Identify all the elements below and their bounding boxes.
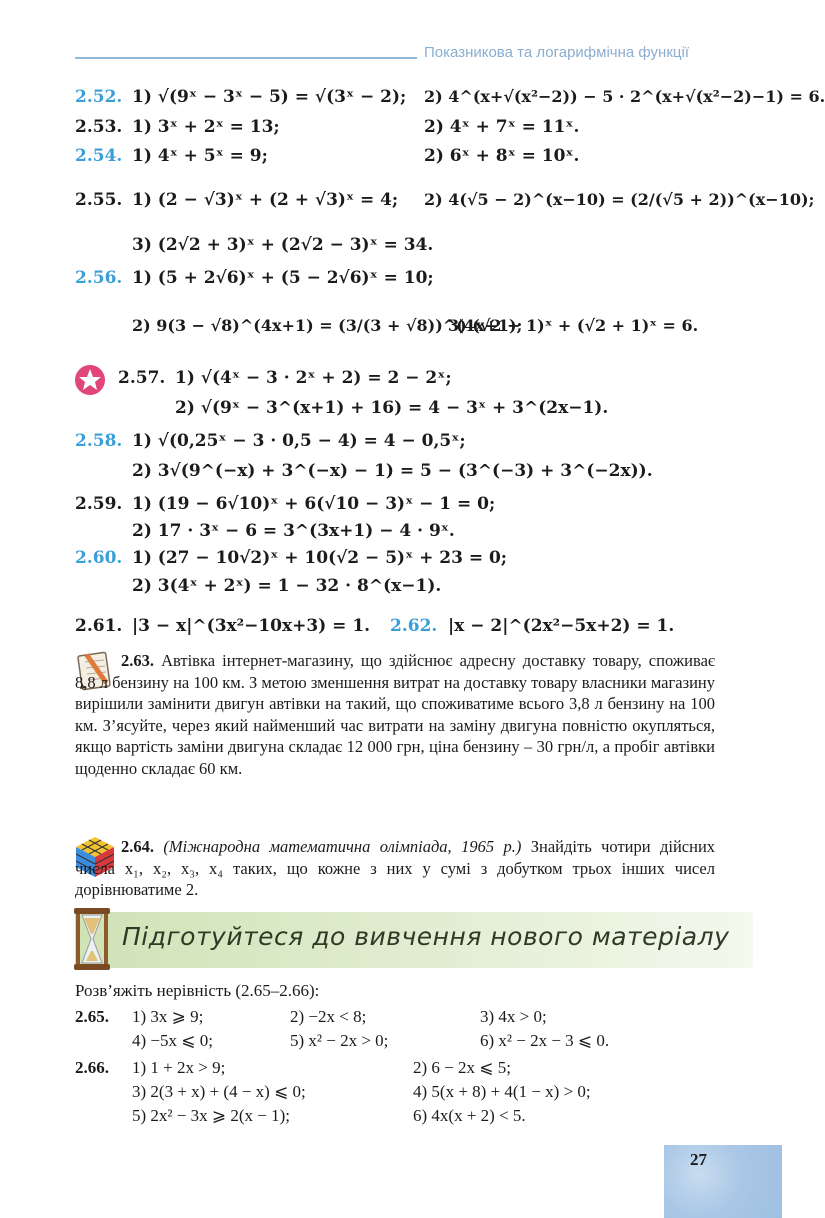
exercise-number: 2.54.: [75, 146, 123, 166]
exercise-2-57: [118, 368, 165, 388]
exercise-part: 2) 4(√5 − 2)^(x−10) = (2/(√5 + 2))^(x−10);: [424, 190, 815, 209]
task-intro: [75, 981, 319, 1001]
exercise-2-60: [75, 548, 122, 568]
inequality-item: 5) x² − 2x > 0;: [290, 1031, 389, 1050]
header-rule: [75, 57, 417, 59]
exercise-2-55: [75, 190, 122, 210]
page-corner-decoration: [664, 1145, 782, 1218]
exercise-part: 1) 3ˣ + 2ˣ = 13;: [132, 117, 280, 137]
page-number: 27: [690, 1150, 707, 1169]
exercise-number: 2.57.: [118, 368, 166, 388]
problem-text: Знайдіть чотири дійсних числа x₁, x₂, x₃, x₄ таких, що кожне з них у сумі з добутком трьох інших чисел дорівнюватиме 2.: [75, 837, 716, 899]
exercise-number: 2.61.: [75, 616, 123, 636]
star-icon: [74, 364, 106, 396]
inequality-item: 4) 5(x + 8) + 4(1 − x) > 0;: [413, 1082, 591, 1101]
exercise-part: 1) √(4ˣ − 3 · 2ˣ + 2) = 2 − 2ˣ;: [175, 368, 452, 388]
exercise-number: 2.55.: [75, 190, 123, 210]
exercise-part: 1) (27 − 10√2)ˣ + 10(√2 − 5)ˣ + 23 = 0;: [132, 548, 508, 568]
exercise-part: 2) 6ˣ + 8ˣ = 10ˣ.: [424, 146, 580, 166]
section-title: Підготуйтеся до вивчення нового матеріалу: [122, 922, 730, 951]
exercise-part: 1) (19 − 6√10)ˣ + 6(√10 − 3)ˣ − 1 = 0;: [132, 494, 496, 514]
exercise-part: 1) √(9ˣ − 3ˣ − 5) = √(3ˣ − 2);: [132, 87, 407, 107]
exercise-part: 1) (2 − √3)ˣ + (2 + √3)ˣ = 4;: [132, 190, 399, 210]
inequality-item: 2) 6 − 2x ⩽ 5;: [413, 1058, 511, 1077]
inequality-item: 6) x² − 2x − 3 ⩽ 0.: [480, 1031, 610, 1050]
exercise-part: 2) 17 · 3ˣ − 6 = 3^(3x+1) − 4 · 9ˣ.: [132, 521, 455, 541]
exercise-2-61: [75, 616, 122, 636]
exercise-part: 2) 9(3 − √8)^(4x+1) = (3/(3 + √8))^(4x+1);: [132, 316, 523, 335]
exercise-part: 3) (√2 − 1)ˣ + (√2 + 1)ˣ = 6.: [448, 316, 699, 335]
problem-text: Автівка інтернет-магазину, що здійснює адресну доставку товару, споживає 8,8 л бензину на 100 км. З метою зменшення витрат на доставку товару власники магазину вирішили замінити двигун автівки на такий, що споживатиме всього 3,8 л бензину на 100 км. З’ясуйте, через який найменший час витрати на заміну двигуна повністю окупляться, якщо вартість заміни двигуна складає 12 000 грн, ціна бензину – 30 грн/л, а пробіг автівки щоденно складає 60 км.: [75, 651, 715, 778]
exercise-2-58: [75, 431, 122, 451]
exercise-part: 2) 4^(x+√(x²−2)) − 5 · 2^(x+√(x²−2)−1) = 6.: [424, 87, 825, 106]
inequality-item: 4) −5x ⩽ 0;: [132, 1031, 213, 1050]
exercise-number: 2.56.: [75, 268, 123, 288]
inequality-item: 1) 3x ⩾ 9;: [132, 1007, 204, 1026]
inequality-item: 3) 2(3 + x) + (4 − x) ⩽ 0;: [132, 1082, 306, 1101]
inequality-item: 6) 4x(x + 2) < 5.: [413, 1106, 526, 1125]
exercise-number: 2.58.: [75, 431, 123, 451]
inequality-item: 2) −2x < 8;: [290, 1007, 367, 1026]
exercise-2-59: [75, 494, 122, 514]
inequality-item: 3) 4x > 0;: [480, 1007, 547, 1026]
problem-2-63: [75, 650, 715, 779]
hourglass-icon: [72, 906, 112, 972]
exercise-2-62: [390, 616, 437, 636]
exercise-number: 2.65.: [75, 1007, 109, 1026]
exercise-number: 2.53.: [75, 117, 123, 137]
exercise-part: 2) 3√(9^(−x) + 3^(−x) − 1) = 5 − (3^(−3) + 3^(−2x)).: [132, 461, 653, 481]
inequality-item: 5) 2x² − 3x ⩾ 2(x − 1);: [132, 1106, 290, 1125]
exercise-number: 2.62.: [390, 616, 438, 636]
exercise-part: 1) (5 + 2√6)ˣ + (5 − 2√6)ˣ = 10;: [132, 268, 434, 288]
exercise-2-54: [75, 146, 122, 166]
exercise-number: 2.59.: [75, 494, 123, 514]
exercise-part: 3) (2√2 + 3)ˣ + (2√2 − 3)ˣ = 34.: [132, 235, 434, 255]
task-intro-text: Розв’яжіть нерівність (2.65–2.66):: [75, 981, 320, 1000]
header-title: Показникова та логарифмічна функції: [424, 44, 689, 61]
problem-number: 2.64.: [121, 837, 154, 856]
exercise-part: 1) 4ˣ + 5ˣ = 9;: [132, 146, 268, 166]
problem-source: (Міжнародна математична олімпіада, 1965 р.): [163, 837, 522, 856]
inequality-item: 1) 1 + 2x > 9;: [132, 1058, 226, 1077]
exercise-part: 2) √(9ˣ − 3^(x+1) + 16) = 4 − 3ˣ + 3^(2x−1).: [175, 398, 609, 418]
exercise-number: 2.66.: [75, 1058, 109, 1077]
exercise-part: 1) √(0,25ˣ − 3 · 0,5 − 4) = 4 − 0,5ˣ;: [132, 431, 466, 451]
exercise-2-52: [75, 87, 122, 107]
exercise-part: |3 − x|^(3x²−10x+3) = 1.: [132, 616, 371, 636]
exercise-part: 2) 4ˣ + 7ˣ = 11ˣ.: [424, 117, 580, 137]
exercise-2-53: [75, 117, 122, 137]
exercise-part: |x − 2|^(2x²−5x+2) = 1.: [448, 616, 675, 636]
exercise-number: 2.60.: [75, 548, 123, 568]
exercise-2-56: [75, 268, 122, 288]
exercise-part: 2) 3(4ˣ + 2ˣ) = 1 − 32 · 8^(x−1).: [132, 576, 442, 596]
problem-number: 2.63.: [121, 651, 154, 670]
exercise-number: 2.52.: [75, 87, 123, 107]
problem-2-64: [75, 836, 715, 901]
